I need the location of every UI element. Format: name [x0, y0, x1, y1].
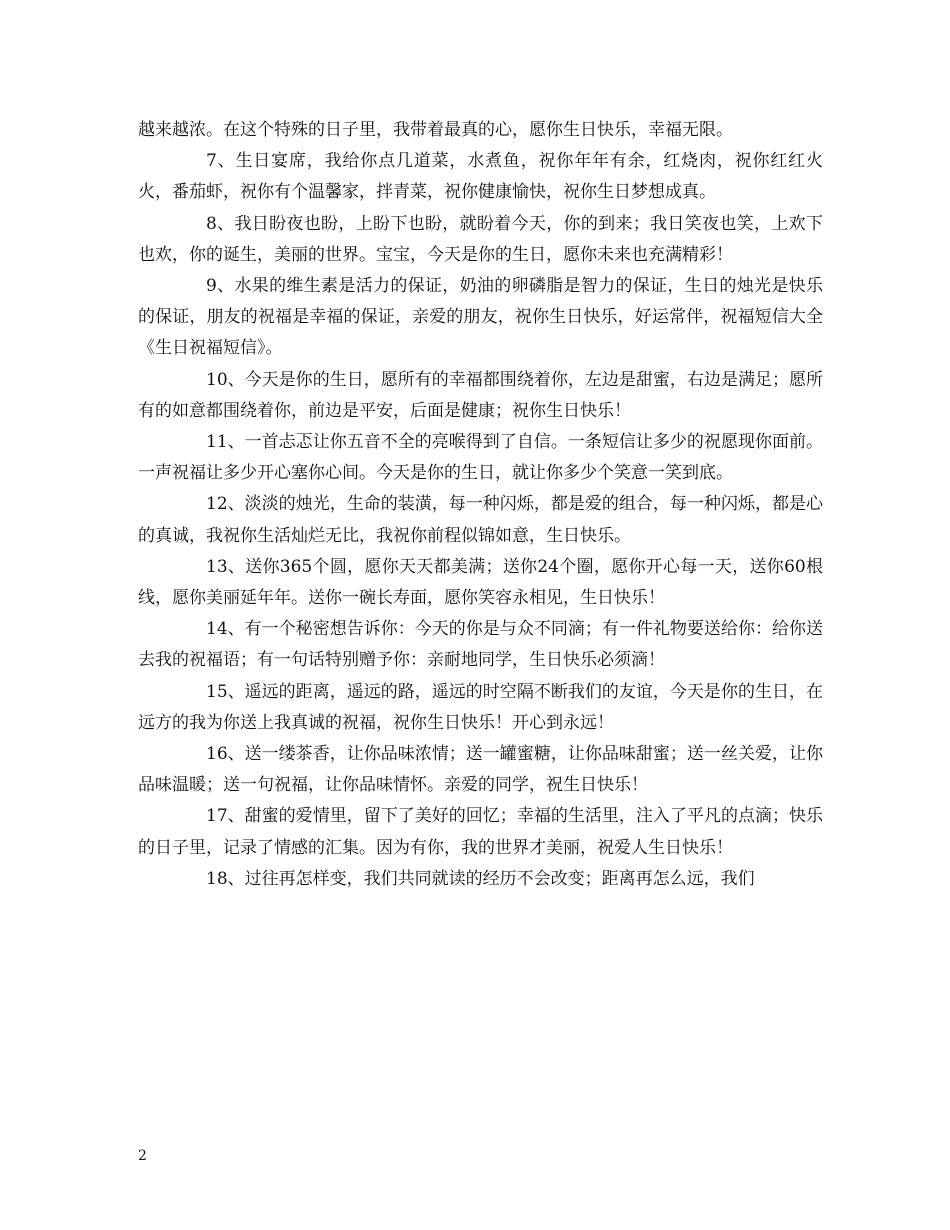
paragraph: 17、甜蜜的爱情里，留下了美好的回忆；幸福的生活里，注入了平凡的点滴；快乐的日子里，记录了情感的汇集。因为有你，我的世界才美丽，祝爱人生日快乐！ [138, 806, 823, 858]
body-text [138, 115, 823, 895]
paragraph: 12、淡淡的烛光，生命的装潢，每一种闪烁，都是爱的组合，每一种闪烁，都是心的真诚，我祝你生活灿烂无比，我祝你前程似锦如意，生日快乐。 [138, 494, 823, 546]
paragraph: 9、水果的维生素是活力的保证，奶油的卵磷脂是智力的保证，生日的烛光是快乐的保证，朋友的祝福是幸福的保证，亲爱的朋友，祝你生日快乐，好运常伴，祝福短信大全《生日祝福短信》。 [138, 276, 823, 359]
paragraph: 7、生日宴席，我给你点几道菜，水煮鱼，祝你年年有余，红烧肉，祝你红红火火，番茄虾，祝你有个温馨家，拌青菜，祝你健康愉快，祝你生日梦想成真。 [138, 151, 823, 203]
paragraph: 14、有一个秘密想告诉你：今天的你是与众不同滴；有一件礼物要送给你：给你送去我的祝福语；有一句话特别赠予你：亲耐地同学，生日快乐必须滴！ [138, 619, 823, 671]
paragraph: 18、过往再怎样变，我们共同就读的经历不会改变；距离再怎么远，我们 [206, 868, 755, 889]
paragraph: 10、今天是你的生日，愿所有的幸福都围绕着你，左边是甜蜜，右边是满足；愿所有的如意都围绕着你，前边是平安，后面是健康；祝你生日快乐！ [138, 369, 823, 421]
paragraph: 越来越浓。在这个特殊的日子里，我带着最真的心，愿你生日快乐，幸福无限。 [138, 120, 733, 140]
page-number: 2 [138, 1148, 147, 1164]
paragraph: 15、遥远的距离，遥远的路，遥远的时空隔不断我们的友谊，今天是你的生日，在远方的我为你送上我真诚的祝福，祝你生日快乐！开心到永远！ [138, 681, 823, 733]
paragraph: 11、一首忐忑让你五音不全的亮喉得到了自信。一条短信让多少的祝愿现你面前。一声祝福让多少开心塞你心间。今天是你的生日，就让你多少个笑意一笑到底。 [138, 432, 823, 484]
paragraph: 16、送一缕茶香，让你品味浓情；送一罐蜜糖，让你品味甜蜜；送一丝关爱，让你品味温暖；送一句祝福，让你品味情怀。亲爱的同学，祝生日快乐！ [138, 744, 823, 796]
paragraph: 8、我日盼夜也盼，上盼下也盼，就盼着今天，你的到来；我日笑夜也笑，上欢下也欢，你的诞生，美丽的世界。宝宝，今天是你的生日，愿你未来也充满精彩！ [138, 213, 823, 265]
paragraph: 13、送你365个圆，愿你天天都美满；送你24个圈，愿你开心每一天，送你60根线，愿你美丽延年年。送你一碗长寿面，愿你笑容永相见，生日快乐！ [138, 556, 823, 609]
